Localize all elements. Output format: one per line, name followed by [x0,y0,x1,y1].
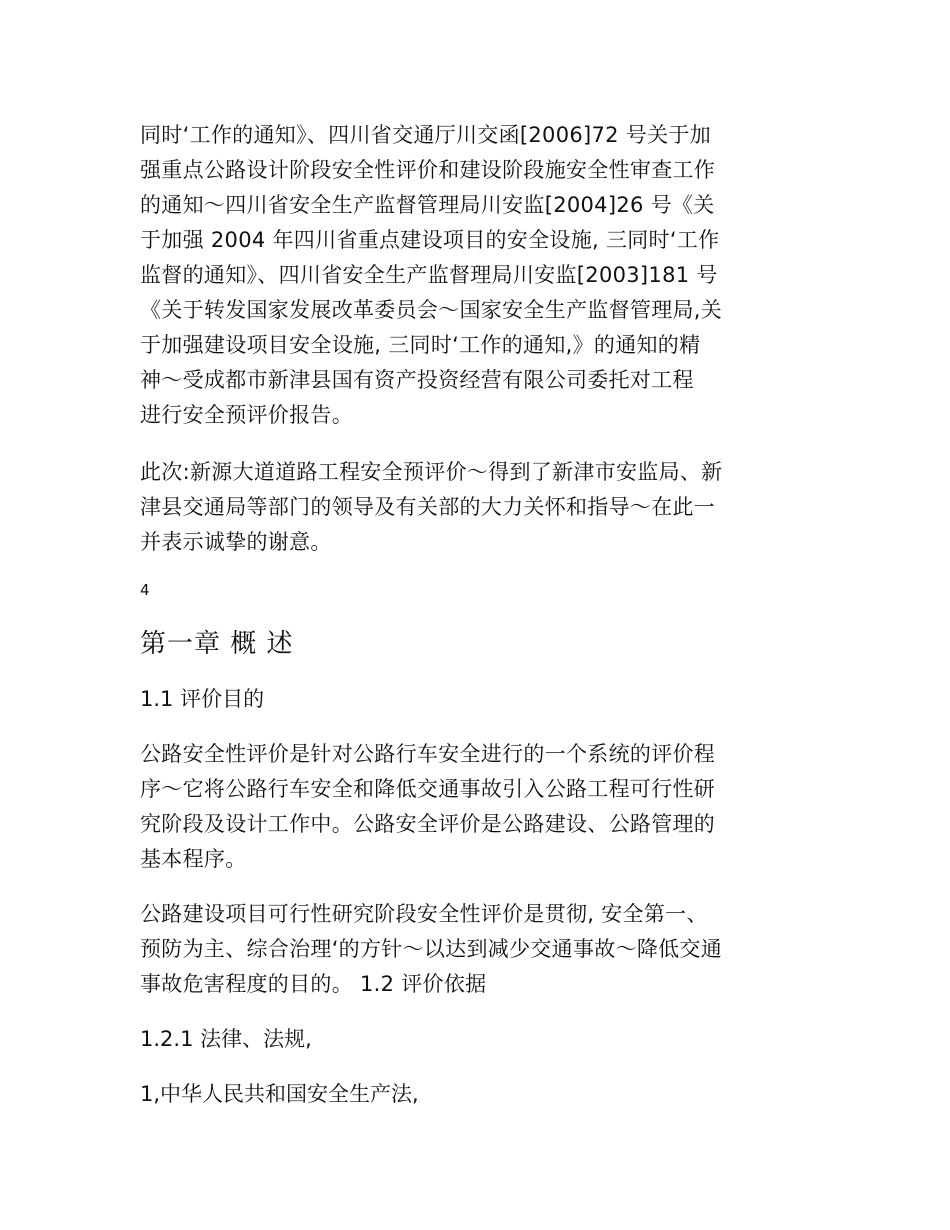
text-line: 神～受成都市新津县国有资产投资经营有限公司委托对工程 [140,368,694,392]
section-heading-1-1: 1.1 评价目的 [140,687,265,711]
text-line: 同时‘工作的通知》、四川省交通厅川交函[2006]72 号关于加 [140,123,711,147]
text-line: 基本程序。 [140,847,247,871]
text-line: 并表示诚挚的谢意。 [140,530,332,554]
text-line: 于加强 2004 年四川省重点建设项目的安全设施, 三同时‘工作 [140,228,720,252]
text-line: 强重点公路设计阶段安全性评价和建设阶段施安全性审查工作 [140,158,716,182]
list-item-1: 1,中华人民共和国安全生产法, [140,1082,419,1106]
text-line: 于加强建设项目安全设施, 三同时‘工作的通知,》的通知的精 [140,333,701,357]
chapter-title: 第一章 概 述 [140,629,294,659]
text-line: 公路建设项目可行性研究阶段安全性评价是贯彻, 安全第一、 [140,902,708,926]
paragraph-acknowledgement [140,455,810,560]
text-line: 公路安全性评价是针对公路行车安全进行的一个系统的评价程 [140,742,716,766]
text-line: 监督的通知》、四川省安全生产监督理局川安监[2003]181 号 [140,263,718,287]
text-line: 的通知～四川省安全生产监督管理局川安监[2004]26 号《关 [140,193,715,217]
page-number: 4 [140,581,150,599]
paragraph-regulations [140,118,810,433]
paragraph-evaluation-purpose [140,737,810,877]
text-line: 预防为主、综合治理‘的方针～以达到减少交通事故～降低交通 [140,937,723,961]
text-line: 进行安全预评价报告。 [140,403,353,427]
section-heading-1-2-1: 1.2.1 法律、法规, [140,1027,312,1051]
text-line: 事故危害程度的目的。 1.2 评价依据 [140,972,487,996]
text-line: 序～它将公路行车安全和降低交通事故引入公路工程可行性研 [140,777,716,801]
text-line: 《关于转发国家发展改革委员会～国家安全生产监督管理局,关 [140,298,723,322]
document-page [140,118,810,1132]
text-line: 究阶段及设计工作中。公路安全评价是公路建设、公路管理的 [140,812,716,836]
text-line: 此次:新源大道道路工程安全预评价～得到了新津市安监局、新 [140,460,723,484]
text-line: 津县交通局等部门的领导及有关部的大力关怀和指导～在此一 [140,495,716,519]
paragraph-evaluation-policy [140,897,810,1002]
